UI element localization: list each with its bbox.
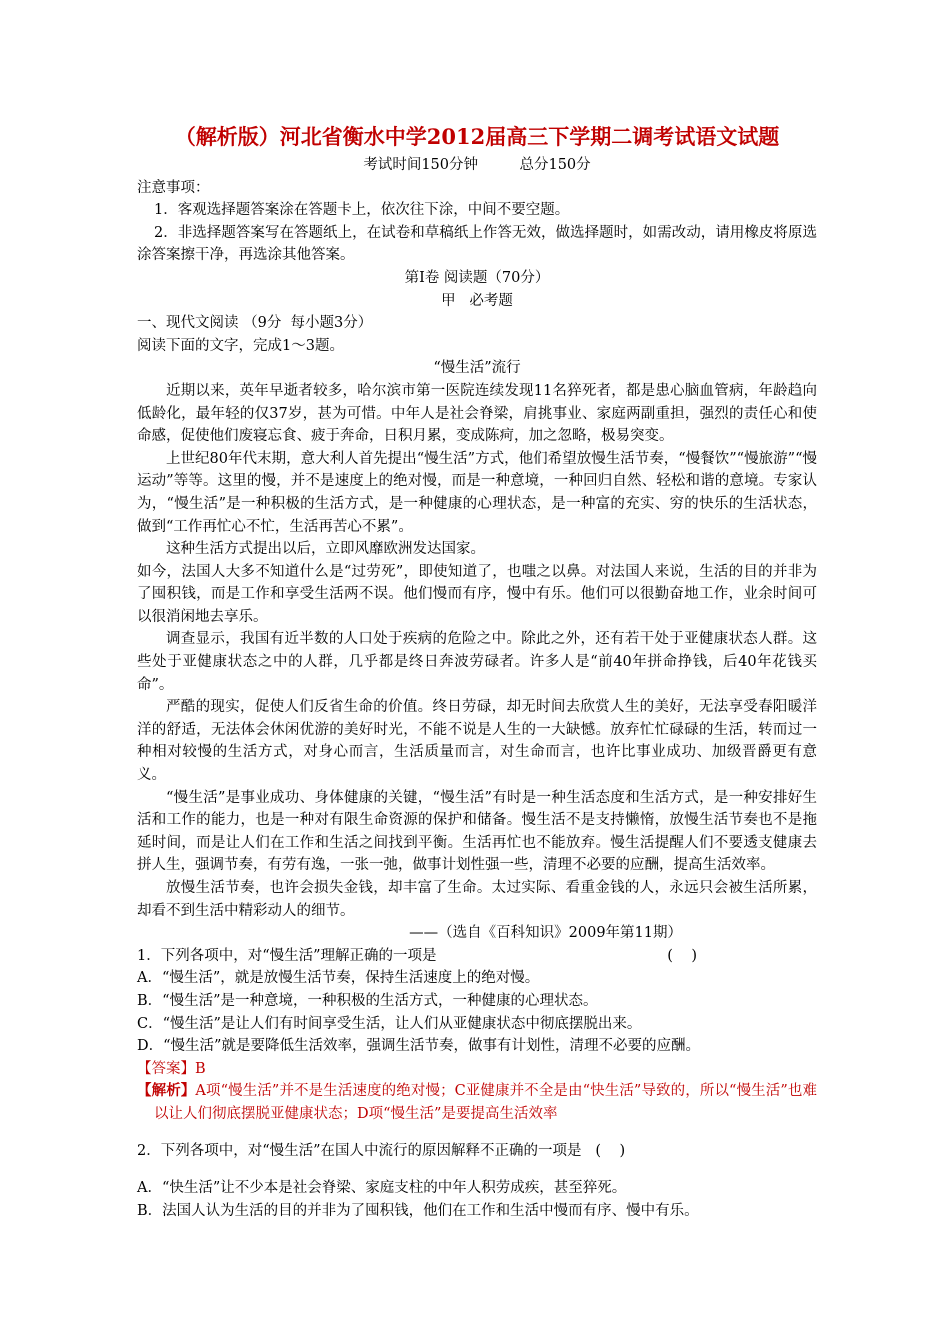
article-paragraph-3: 这种生活方式提出以后，立即风靡欧洲发达国家。 xyxy=(166,541,485,558)
exam-info: 考试时间150分钟 总分150分 xyxy=(363,157,591,173)
question-1-answer: 【答案】B xyxy=(137,1060,206,1077)
question-2-option-a: A．“快生活”让不少本是社会脊梁、家庭支柱的中年人积劳成疾，甚至猝死。 xyxy=(137,1180,627,1197)
question-1-option-b: B．“慢生活”是一种意境，一种积极的生活方式，一种健康的心理状态。 xyxy=(137,992,598,1009)
article-paragraph-2: 上世纪80年代末期，意大利人首先提出“慢生活”方式，他们希望放慢生活节奏，“慢餐饮”“慢旅游”“慢运动”等等。这里的慢，并不是速度上的绝对慢，而是一种意境，一种回归自然、轻松和谐的意境。专家认为，“慢生活”是一种积极的生活方式，是一种健康的心理状态，是一种富的充实、穷的快乐的生活状态，做到“工作再忙心不忙，生活再苦心不累”。 xyxy=(137,450,817,535)
article-title: “慢生活”流行 xyxy=(433,360,521,377)
question-1-analysis xyxy=(137,1080,817,1125)
section-heading: 甲 必考题 xyxy=(441,292,513,309)
notice-item-1: 1．客观选择题答案涂在答题卡上，依次往下涂，中间不要空题。 xyxy=(154,202,570,219)
question-1-answer-bracket: ( ) xyxy=(667,947,697,964)
question-1-stem: 1．下列各项中，对“慢生活”理解正确的一项是 xyxy=(137,947,437,964)
reading-instruction: 阅读下面的文字，完成1～3题。 xyxy=(137,337,344,354)
article-paragraph-4: 如今，法国人大多不知道什么是“过劳死”，即使知道了，也嗤之以鼻。对法国人来说，生活的目的并非为了囤积钱，而是工作和享受生活两不误。他们慢而有序，慢中有乐。他们可以很勤奋地工作，业余时间可以很消闲地去享乐。 xyxy=(137,563,817,625)
question-2-stem: 2．下列各项中，对“慢生活”在国人中流行的原因解释不正确的一项是 ( ) xyxy=(137,1143,626,1160)
analysis-text: A项“慢生活”并不是生活速度的绝对慢；C亚健康并不全是由“快生活”导致的，所以“慢生活”也难以让人们彻底摆脱亚健康状态；D项“慢生活”是要提高生活效率 xyxy=(154,1083,818,1122)
analysis-label: 【解析】 xyxy=(137,1082,196,1100)
part-heading: 一、现代文阅读 （9分 每小题3分） xyxy=(137,315,373,332)
article-paragraph-5: 调查显示，我国有近半数的人口处于疾病的危险之中。除此之外，还有若干处于亚健康状态人群。这些处于亚健康状态之中的人群，几乎都是终日奔波劳碌者。许多人是“前40年拼命挣钱，后40年花钱买命”。 xyxy=(137,631,817,693)
notice-item-2: 2．非选择题答案写在答题纸上，在试卷和草稿纸上作答无效，做选择题时，如需改动，请用橡皮将原选涂答案擦干净，再选涂其他答案。 xyxy=(137,224,817,264)
question-1-option-a: A．“慢生活”，就是放慢生活节奏，保持生活速度上的绝对慢。 xyxy=(137,970,540,987)
document-page xyxy=(137,122,817,1222)
notice-heading: 注意事项： xyxy=(137,179,210,196)
question-1-stem-row xyxy=(137,945,817,968)
article-paragraph-1: 近期以来，英年早逝者较多，哈尔滨市第一医院连续发现11名猝死者，都是患心脑血管病，年龄趋向低龄化，最年轻的仅37岁，甚为可惜。中年人是社会脊梁，肩挑事业、家庭两副重担，强烈的责任心和使命感，促使他们废寝忘食、疲于奔命，日积月累，变成陈疴，加之忽略，极易突变。 xyxy=(137,382,817,445)
article-paragraph-6: 严酷的现实，促使人们反省生命的价值。终日劳碌，却无时间去欣赏人生的美好，无法享受春阳暖洋洋的舒适，无法体会休闲优游的美好时光，不能不说是人生的一大缺憾。放弃忙忙碌碌的生活，转而过一种相对较慢的生活方式，对身心而言，生活质量而言，对生命而言，也许比事业成功、加级晋爵更有意义。 xyxy=(137,699,817,784)
question-2-option-b: B．法国人认为生活的目的并非为了囤积钱，他们在工作和生活中慢而有序、慢中有乐。 xyxy=(137,1202,699,1219)
document-title: （解析版）河北省衡水中学2012届高三下学期二调考试语文试题 xyxy=(174,124,780,149)
volume-heading: 第Ⅰ卷 阅读题（70分） xyxy=(404,269,550,286)
question-1-option-d: D．“慢生活”就是要降低生活效率，强调生活节奏，做事有计划性，清理不必要的应酬。 xyxy=(137,1038,700,1055)
article-paragraph-7: “慢生活”是事业成功、身体健康的关键，“慢生活”有时是一种生活态度和生活方式，是一种安排好生活和工作的能力，也是一种对有限生命资源的保护和储备。慢生活不是支持懒惰，放慢生活节奏也不是拖延时间，而是让人们在工作和生活之间找到平衡。生活再忙也不能放弃。慢生活提醒人们不要透支健康去拼人生，强调节奏，有劳有逸，一张一弛，做事计划性强一些，清理不必要的应酬，提高生活效率。 xyxy=(137,789,817,874)
article-paragraph-8: 放慢生活节奏，也许会损失金钱，却丰富了生命。太过实际、看重金钱的人，永远只会被生活所累，却看不到生活中精彩动人的细节。 xyxy=(137,880,817,919)
question-1-option-c: C．“慢生活”是让人们有时间享受生活，让人们从亚健康状态中彻底摆脱出来。 xyxy=(137,1015,642,1032)
article-source: ——（选自《百科知识》2009年第11期） xyxy=(409,925,682,942)
